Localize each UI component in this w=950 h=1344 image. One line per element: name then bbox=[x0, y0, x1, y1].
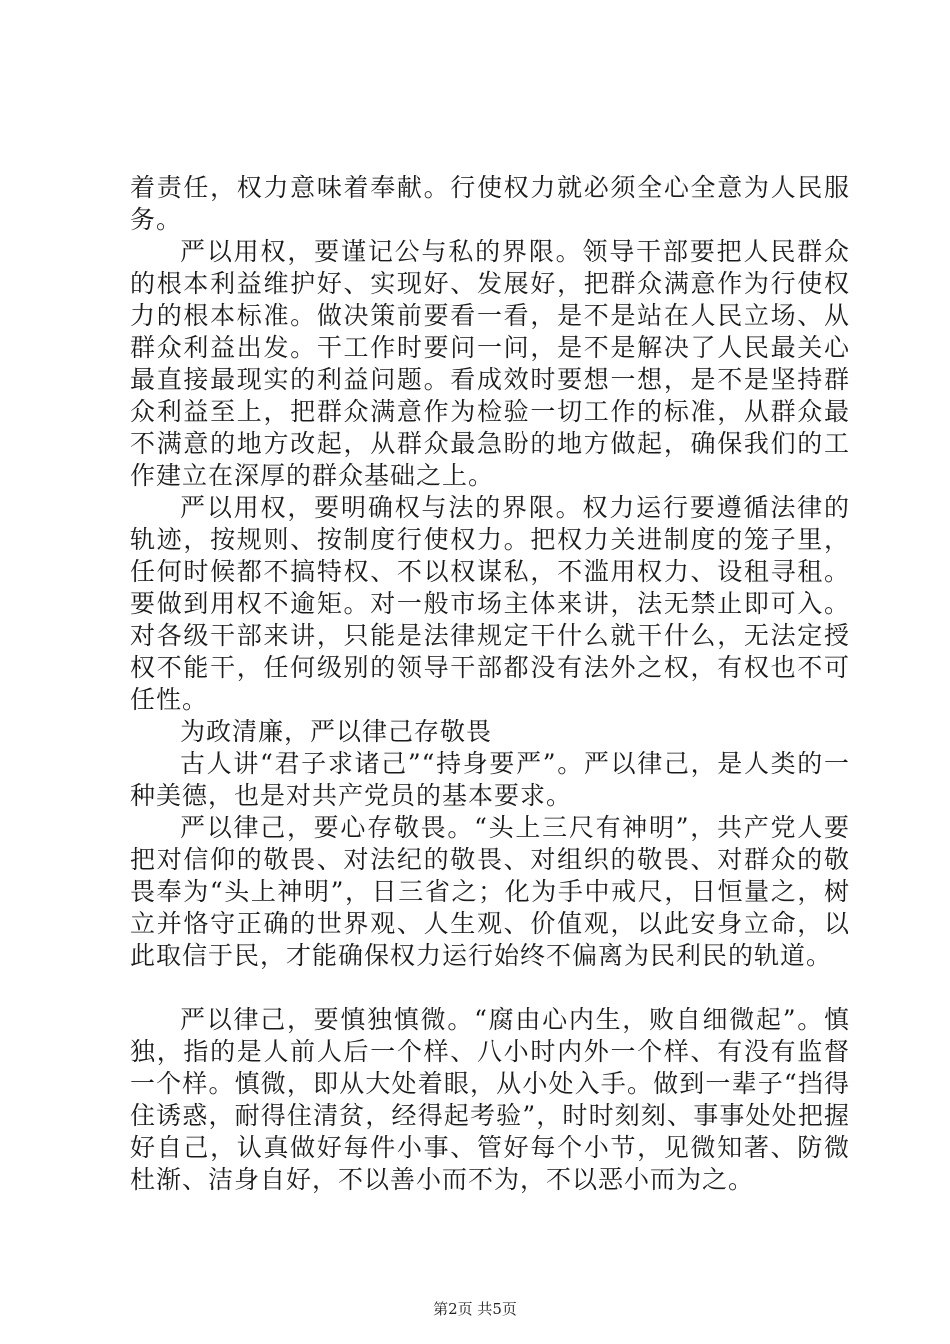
paragraph-reverence: 严以律己，要心存敬畏。“头上三尺有神明”，共产党人要把对信仰的敬畏、对法纪的敬畏、对组织的敬畏、对群众的敬畏奉为“头上神明”，日三省之；化为手中戒尺，日恒量之，树立并恪守正确的世界观、人生观、价值观，以此安身立命，以此取信于民，才能确保权力运行始终不偏离为民利民的轨道。 bbox=[130, 813, 850, 970]
paragraph-continuation: 着责任，权力意味着奉献。行使权力就必须全心全意为人民服务。 bbox=[130, 173, 850, 234]
paragraph-public-private: 严以用权，要谨记公与私的界限。领导干部要把人民群众的根本利益维护好、实现好、发展好，把群众满意作为行使权力的根本标准。做决策前要看一看，是不是站在人民立场、从群众利益出发。干工作时要问一问，是不是解决了人民最关心最直接最现实的利益问题。看成效时要想一想，是不是坚持群众利益至上，把群众满意作为检验一切工作的标准，从群众最不满意的地方改起，从群众最急盼的地方做起，确保我们的工作建立在深厚的群众基础之上。 bbox=[130, 237, 850, 490]
document-body bbox=[130, 172, 850, 1196]
paragraph-prudence: 严以律己，要慎独慎微。“腐由心内生，败自细微起”。慎独，指的是人前人后一个样、八小时内外一个样、有没有监督一个样。慎微，即从大处着眼，从小处入手。做到一辈子“挡得住诱惑，耐得住清贫，经得起考验”，时时刻刻、事事处处把握好自己，认真做好每件小事、管好每个小节，见微知著、防微杜渐、洁身自好，不以善小而不为，不以恶小而为之。 bbox=[130, 1005, 850, 1194]
paragraph-self-discipline: 古人讲“君子求诸己”“持身要严”。严以律己，是人类的一种美德，也是对共产党员的基本要求。 bbox=[130, 749, 850, 810]
section-heading: 为政清廉，严以律己存敬畏 bbox=[180, 717, 493, 746]
page-number: 第2页 共5页 bbox=[433, 1300, 517, 1318]
paragraph-power-law: 严以用权，要明确权与法的界限。权力运行要遵循法律的轨迹，按规则、按制度行使权力。把权力关进制度的笼子里，任何时候都不搞特权、不以权谋私，不滥用权力、设租寻租。要做到用权不逾矩。对一般市场主体来讲，法无禁止即可入。对各级干部来讲，只能是法律规定干什么就干什么，无法定授权不能干，任何级别的领导干部都没有法外之权，有权也不可任性。 bbox=[130, 493, 850, 714]
